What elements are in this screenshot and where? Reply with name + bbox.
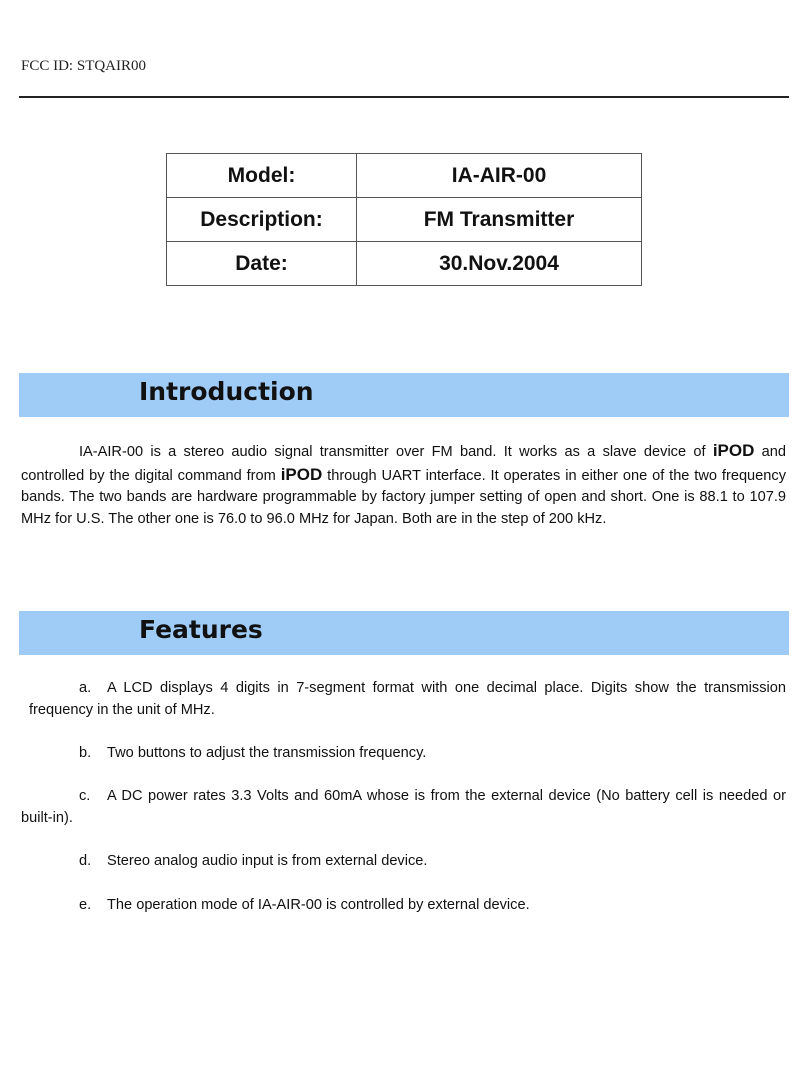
spec-label: Model: <box>167 154 357 198</box>
feature-item <box>21 678 786 721</box>
features-title: Features <box>139 615 263 644</box>
feature-letter: a. <box>79 680 92 696</box>
intro-text-3: through UART interface. It operates in either one of the two frequency bands. The two bands are hardware programmable by factory jumper setting of open and short. One is 88.1 to 107.9 MHz for U.S. The other one is 76.0 to 96.0 MHz for Japan. Both are in the step of 200 kHz. <box>21 467 786 527</box>
spec-label: Date: <box>167 242 357 286</box>
fcc-id-header: FCC ID: STQAIR00 <box>21 58 147 74</box>
spec-label: Description: <box>167 198 357 242</box>
spec-row-date <box>167 242 642 286</box>
feature-text: The operation mode of IA-AIR-00 is controlled by external device. <box>107 897 530 913</box>
spec-value: FM Transmitter <box>357 198 642 242</box>
intro-text-1: IA-AIR-00 is a stereo audio signal transmitter over FM band. It works as a slave device of <box>79 444 713 460</box>
feature-letter: d. <box>79 853 92 869</box>
feature-item <box>21 743 786 765</box>
ipod-term: iPOD <box>712 441 755 460</box>
introduction-paragraph <box>21 440 786 530</box>
feature-item <box>21 786 786 829</box>
spec-value: IA-AIR-00 <box>357 154 642 198</box>
features-banner <box>19 611 789 655</box>
spec-row-model <box>167 154 642 198</box>
introduction-banner <box>19 373 789 417</box>
feature-text: A DC power rates 3.3 Volts and 60mA whose is from the external device (No battery cell is needed or built-in). <box>21 788 786 826</box>
spec-row-description <box>167 198 642 242</box>
intro-text-2: and controlled by the digital command from <box>21 444 786 484</box>
ipod-term: iPOD <box>280 464 323 484</box>
feature-item <box>21 895 786 917</box>
feature-text: Stereo analog audio input is from external device. <box>107 853 428 869</box>
spec-table <box>166 153 642 286</box>
feature-item <box>21 851 786 873</box>
feature-letter: c. <box>79 788 91 804</box>
introduction-title: Introduction <box>139 377 314 406</box>
feature-text: Two buttons to adjust the transmission frequency. <box>107 745 427 761</box>
feature-letter: b. <box>79 745 92 761</box>
feature-text: A LCD displays 4 digits in 7-segment format with one decimal place. Digits show the transmission frequency in the unit of MHz. <box>29 680 786 718</box>
spec-value: 30.Nov.2004 <box>357 242 642 286</box>
feature-letter: e. <box>79 897 92 913</box>
header-divider <box>19 96 789 98</box>
